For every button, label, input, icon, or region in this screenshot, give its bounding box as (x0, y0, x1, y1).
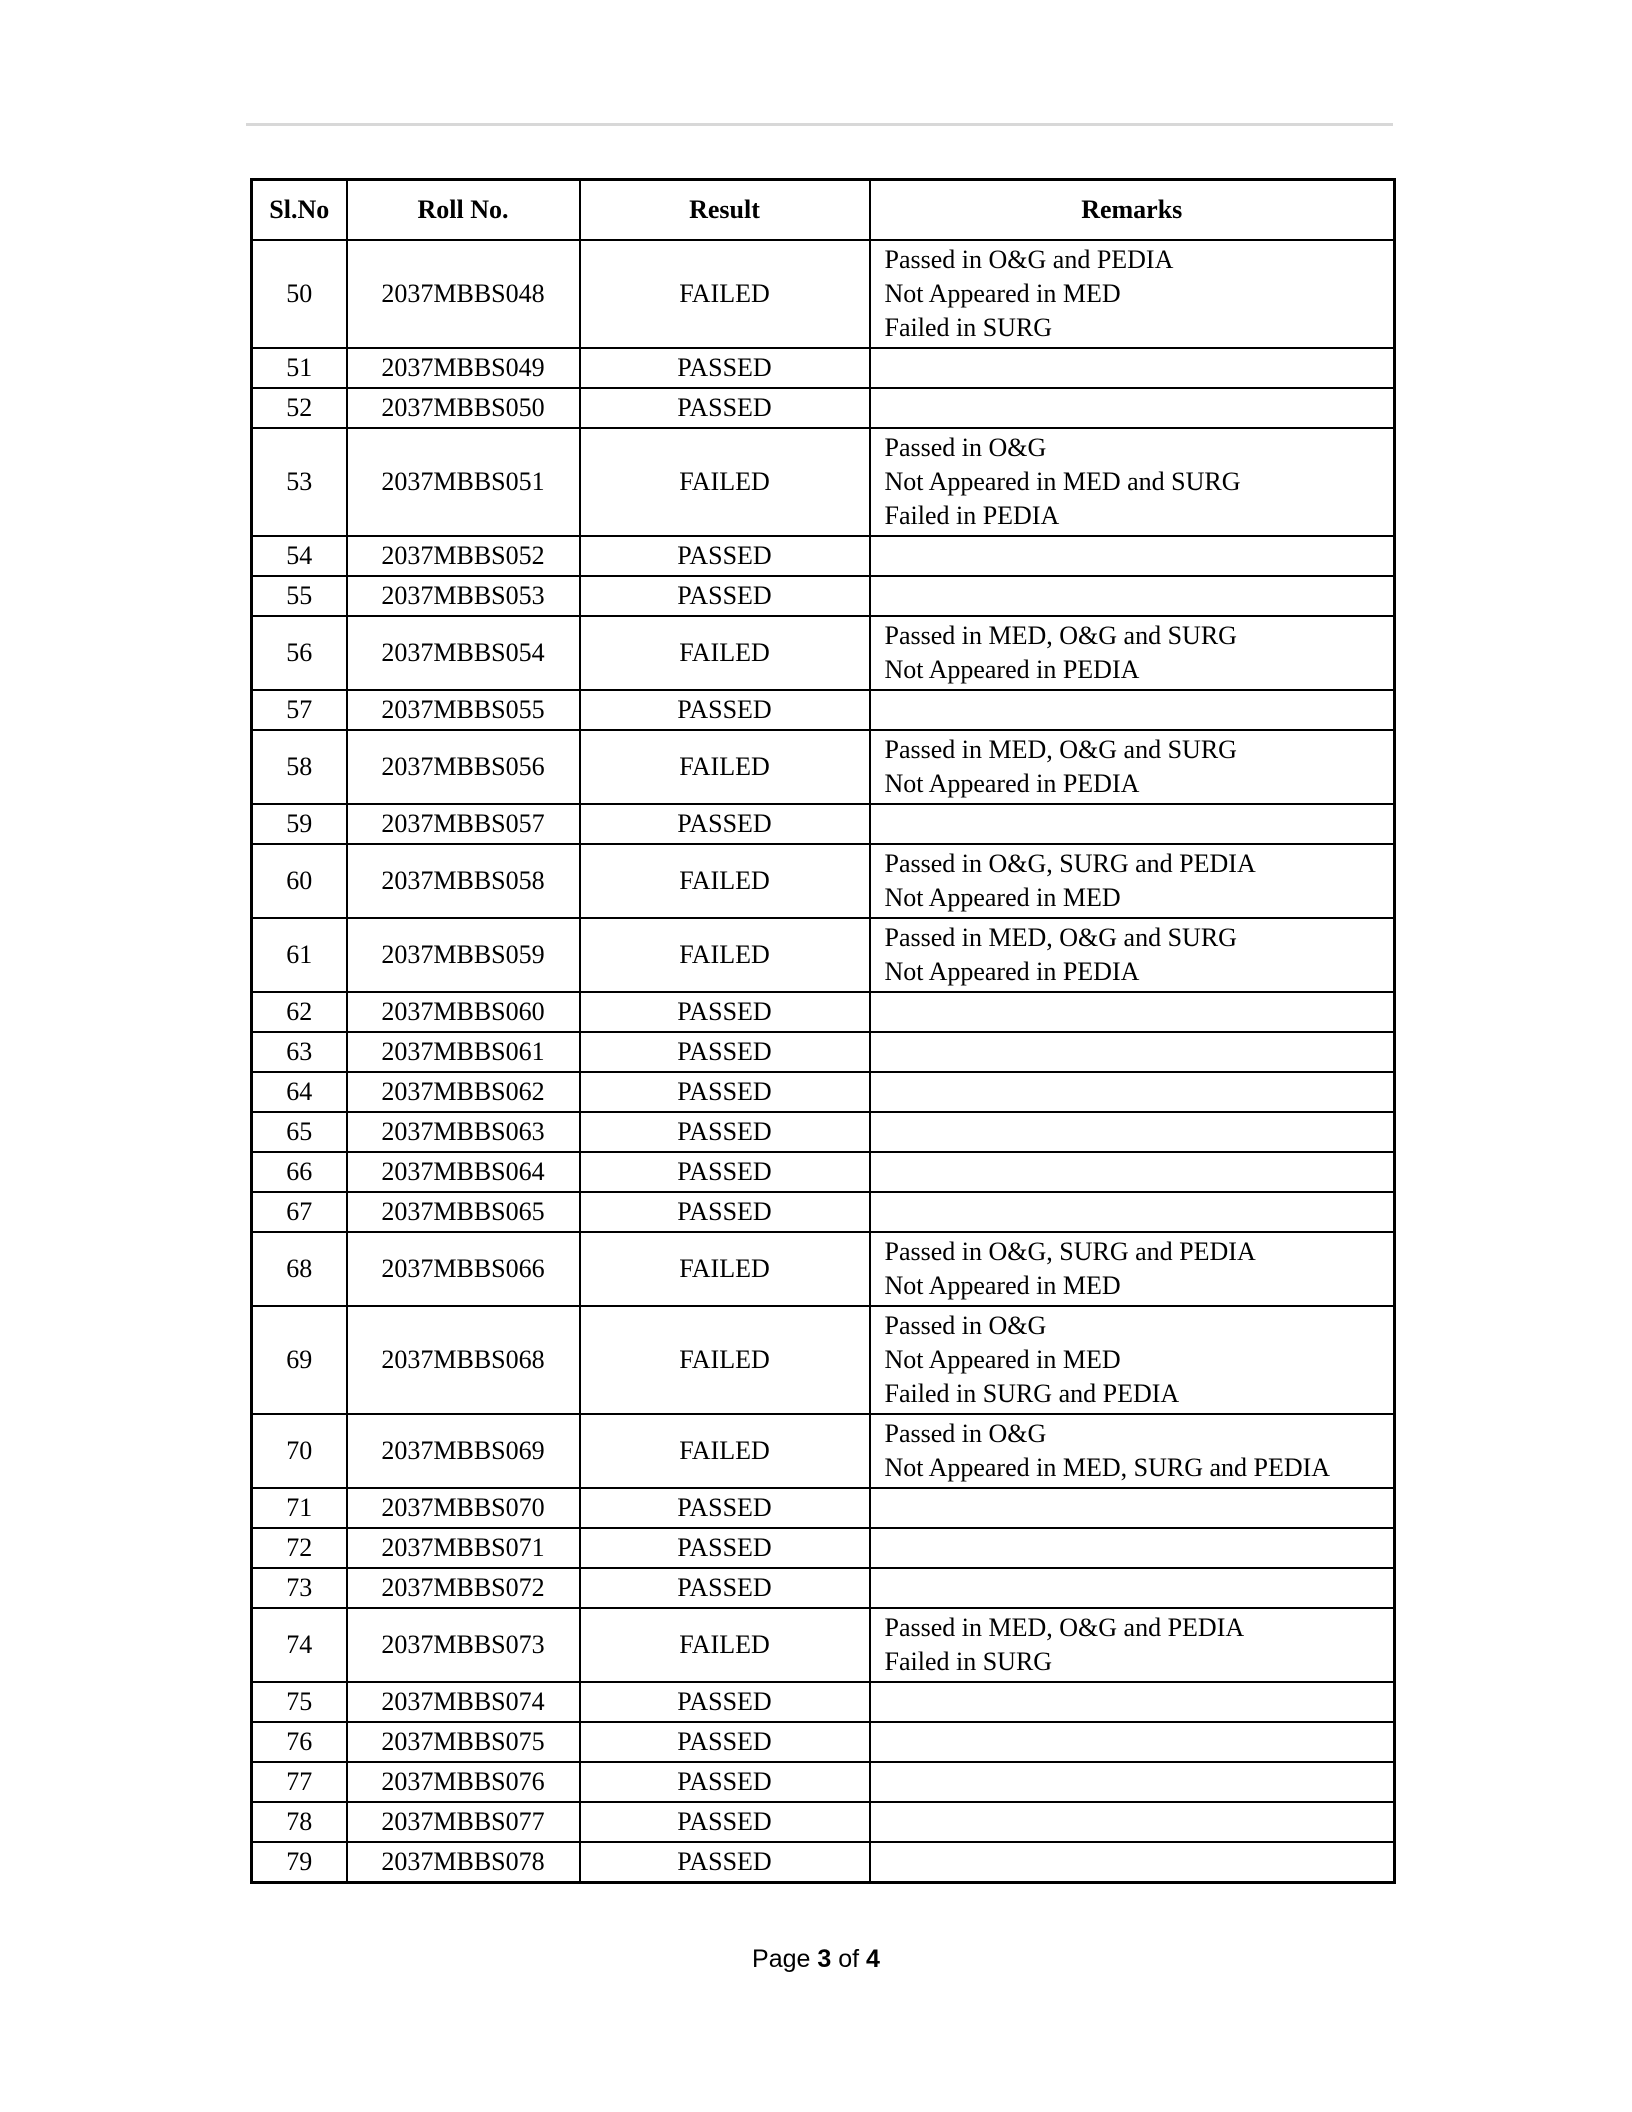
cell-slno: 79 (252, 1842, 347, 1883)
cell-result: PASSED (580, 1112, 870, 1152)
remark-line: Failed in SURG (884, 1647, 1053, 1676)
remark-line: Passed in O&G, SURG and PEDIA (884, 849, 1256, 878)
cell-remarks (870, 240, 1395, 348)
cell-rollno: 2037MBBS056 (347, 730, 580, 804)
cell-remarks (870, 804, 1395, 844)
cell-result: FAILED (580, 428, 870, 536)
cell-rollno: 2037MBBS053 (347, 576, 580, 616)
cell-remarks (870, 1528, 1395, 1568)
table-row (252, 1568, 1395, 1608)
cell-rollno: 2037MBBS055 (347, 690, 580, 730)
remark-line: Not Appeared in MED and SURG (884, 467, 1241, 496)
cell-rollno: 2037MBBS057 (347, 804, 580, 844)
cell-result: FAILED (580, 730, 870, 804)
cell-slno: 56 (252, 616, 347, 690)
results-table-body (252, 240, 1395, 1883)
cell-rollno: 2037MBBS070 (347, 1488, 580, 1528)
remark-line: Not Appeared in MED, SURG and PEDIA (884, 1453, 1331, 1482)
cell-remarks (870, 1414, 1395, 1488)
cell-remarks (870, 576, 1395, 616)
cell-remarks (870, 690, 1395, 730)
table-row (252, 1072, 1395, 1112)
table-row (252, 240, 1395, 348)
cell-rollno: 2037MBBS049 (347, 348, 580, 388)
cell-result: PASSED (580, 804, 870, 844)
cell-remarks (870, 428, 1395, 536)
cell-remarks (870, 844, 1395, 918)
cell-remarks (870, 1682, 1395, 1722)
results-table-header (252, 180, 1395, 241)
remark-line: Not Appeared in PEDIA (884, 957, 1140, 986)
remark-line: Not Appeared in PEDIA (884, 655, 1140, 684)
cell-remarks (870, 1802, 1395, 1842)
cell-rollno: 2037MBBS051 (347, 428, 580, 536)
table-row (252, 1306, 1395, 1414)
cell-slno: 74 (252, 1608, 347, 1682)
cell-result: FAILED (580, 1608, 870, 1682)
table-row (252, 690, 1395, 730)
header-divider-rule (246, 123, 1393, 126)
cell-slno: 64 (252, 1072, 347, 1112)
cell-remarks (870, 1608, 1395, 1682)
cell-remarks (870, 1842, 1395, 1883)
table-row (252, 1232, 1395, 1306)
table-row (252, 1032, 1395, 1072)
cell-result: PASSED (580, 1528, 870, 1568)
cell-slno: 72 (252, 1528, 347, 1568)
cell-result: PASSED (580, 690, 870, 730)
column-header-slno: Sl.No (252, 180, 347, 241)
cell-rollno: 2037MBBS063 (347, 1112, 580, 1152)
cell-rollno: 2037MBBS058 (347, 844, 580, 918)
cell-rollno: 2037MBBS075 (347, 1722, 580, 1762)
cell-remarks (870, 1192, 1395, 1232)
cell-rollno: 2037MBBS048 (347, 240, 580, 348)
table-row (252, 1488, 1395, 1528)
remark-line: Passed in O&G (884, 433, 1047, 462)
table-row (252, 536, 1395, 576)
remark-line: Not Appeared in MED (884, 1271, 1121, 1300)
cell-rollno: 2037MBBS078 (347, 1842, 580, 1883)
cell-result: PASSED (580, 992, 870, 1032)
cell-rollno: 2037MBBS050 (347, 388, 580, 428)
cell-result: PASSED (580, 1152, 870, 1192)
remark-line: Failed in PEDIA (884, 501, 1060, 530)
cell-slno: 51 (252, 348, 347, 388)
table-row (252, 1722, 1395, 1762)
cell-result: PASSED (580, 388, 870, 428)
table-row (252, 918, 1395, 992)
column-header-remarks: Remarks (870, 180, 1395, 241)
column-header-rollno: Roll No. (347, 180, 580, 241)
table-row (252, 992, 1395, 1032)
cell-result: FAILED (580, 240, 870, 348)
table-row (252, 1762, 1395, 1802)
table-row (252, 616, 1395, 690)
cell-remarks (870, 536, 1395, 576)
cell-rollno: 2037MBBS076 (347, 1762, 580, 1802)
cell-rollno: 2037MBBS059 (347, 918, 580, 992)
remark-line: Not Appeared in PEDIA (884, 769, 1140, 798)
footer-of-label: of (838, 1945, 860, 1973)
cell-slno: 54 (252, 536, 347, 576)
remark-line: Not Appeared in MED (884, 883, 1121, 912)
cell-result: PASSED (580, 1032, 870, 1072)
cell-result: PASSED (580, 348, 870, 388)
cell-remarks (870, 992, 1395, 1032)
table-row (252, 1608, 1395, 1682)
cell-slno: 63 (252, 1032, 347, 1072)
cell-remarks (870, 616, 1395, 690)
table-row (252, 1842, 1395, 1883)
cell-remarks (870, 1762, 1395, 1802)
cell-remarks (870, 1232, 1395, 1306)
cell-slno: 58 (252, 730, 347, 804)
cell-slno: 70 (252, 1414, 347, 1488)
cell-result: PASSED (580, 1722, 870, 1762)
cell-result: FAILED (580, 616, 870, 690)
cell-rollno: 2037MBBS068 (347, 1306, 580, 1414)
cell-rollno: 2037MBBS052 (347, 536, 580, 576)
table-row (252, 1528, 1395, 1568)
cell-result: PASSED (580, 1072, 870, 1112)
cell-remarks (870, 388, 1395, 428)
cell-slno: 68 (252, 1232, 347, 1306)
remark-line: Not Appeared in MED (884, 279, 1121, 308)
cell-slno: 52 (252, 388, 347, 428)
remark-line: Passed in O&G (884, 1311, 1047, 1340)
results-table (250, 178, 1396, 1884)
cell-result: FAILED (580, 1232, 870, 1306)
cell-result: PASSED (580, 1842, 870, 1883)
footer-total-pages: 4 (866, 1945, 880, 1973)
cell-result: FAILED (580, 918, 870, 992)
table-row (252, 428, 1395, 536)
cell-remarks (870, 1568, 1395, 1608)
remark-line: Not Appeared in MED (884, 1345, 1121, 1374)
table-row (252, 1802, 1395, 1842)
cell-remarks (870, 1722, 1395, 1762)
column-header-result: Result (580, 180, 870, 241)
cell-rollno: 2037MBBS072 (347, 1568, 580, 1608)
cell-result: PASSED (580, 1762, 870, 1802)
remark-line: Passed in MED, O&G and SURG (884, 621, 1237, 650)
cell-remarks (870, 1032, 1395, 1072)
cell-slno: 50 (252, 240, 347, 348)
cell-result: PASSED (580, 1802, 870, 1842)
cell-result: FAILED (580, 844, 870, 918)
remark-line: Passed in MED, O&G and SURG (884, 735, 1237, 764)
cell-rollno: 2037MBBS073 (347, 1608, 580, 1682)
table-row (252, 844, 1395, 918)
table-row (252, 1152, 1395, 1192)
table-row (252, 1112, 1395, 1152)
cell-slno: 62 (252, 992, 347, 1032)
cell-slno: 78 (252, 1802, 347, 1842)
cell-slno: 66 (252, 1152, 347, 1192)
cell-rollno: 2037MBBS065 (347, 1192, 580, 1232)
cell-slno: 67 (252, 1192, 347, 1232)
table-row (252, 730, 1395, 804)
table-row (252, 576, 1395, 616)
table-row (252, 1192, 1395, 1232)
cell-rollno: 2037MBBS060 (347, 992, 580, 1032)
cell-remarks (870, 348, 1395, 388)
remark-line: Passed in O&G, SURG and PEDIA (884, 1237, 1256, 1266)
cell-slno: 65 (252, 1112, 347, 1152)
cell-rollno: 2037MBBS066 (347, 1232, 580, 1306)
cell-result: FAILED (580, 1306, 870, 1414)
cell-slno: 71 (252, 1488, 347, 1528)
cell-remarks (870, 1488, 1395, 1528)
cell-rollno: 2037MBBS071 (347, 1528, 580, 1568)
cell-remarks (870, 1072, 1395, 1112)
remark-line: Passed in MED, O&G and SURG (884, 923, 1237, 952)
cell-rollno: 2037MBBS054 (347, 616, 580, 690)
header-row (252, 180, 1395, 241)
cell-result: FAILED (580, 1414, 870, 1488)
cell-slno: 73 (252, 1568, 347, 1608)
remark-line: Failed in SURG (884, 313, 1053, 342)
cell-rollno: 2037MBBS061 (347, 1032, 580, 1072)
cell-result: PASSED (580, 1192, 870, 1232)
remark-line: Passed in O&G (884, 1419, 1047, 1448)
cell-slno: 61 (252, 918, 347, 992)
remark-line: Failed in SURG and PEDIA (884, 1379, 1180, 1408)
cell-rollno: 2037MBBS064 (347, 1152, 580, 1192)
table-row (252, 388, 1395, 428)
cell-slno: 76 (252, 1722, 347, 1762)
cell-remarks (870, 918, 1395, 992)
cell-result: PASSED (580, 536, 870, 576)
table-row (252, 804, 1395, 844)
cell-slno: 69 (252, 1306, 347, 1414)
footer-page-number: 3 (817, 1945, 832, 1973)
remark-line: Passed in MED, O&G and PEDIA (884, 1613, 1245, 1642)
footer-page-label: Page (752, 1945, 811, 1973)
cell-result: PASSED (580, 1568, 870, 1608)
cell-result: PASSED (580, 1682, 870, 1722)
cell-remarks (870, 1152, 1395, 1192)
cell-slno: 59 (252, 804, 347, 844)
remark-line: Passed in O&G and PEDIA (884, 245, 1174, 274)
cell-result: PASSED (580, 1488, 870, 1528)
cell-slno: 60 (252, 844, 347, 918)
cell-slno: 77 (252, 1762, 347, 1802)
cell-slno: 55 (252, 576, 347, 616)
table-row (252, 348, 1395, 388)
cell-result: PASSED (580, 576, 870, 616)
cell-slno: 57 (252, 690, 347, 730)
cell-rollno: 2037MBBS077 (347, 1802, 580, 1842)
cell-remarks (870, 1306, 1395, 1414)
page-footer (0, 1945, 1632, 1974)
cell-rollno: 2037MBBS069 (347, 1414, 580, 1488)
cell-slno: 75 (252, 1682, 347, 1722)
cell-rollno: 2037MBBS062 (347, 1072, 580, 1112)
cell-remarks (870, 1112, 1395, 1152)
cell-remarks (870, 730, 1395, 804)
table-row (252, 1414, 1395, 1488)
cell-slno: 53 (252, 428, 347, 536)
cell-rollno: 2037MBBS074 (347, 1682, 580, 1722)
table-row (252, 1682, 1395, 1722)
